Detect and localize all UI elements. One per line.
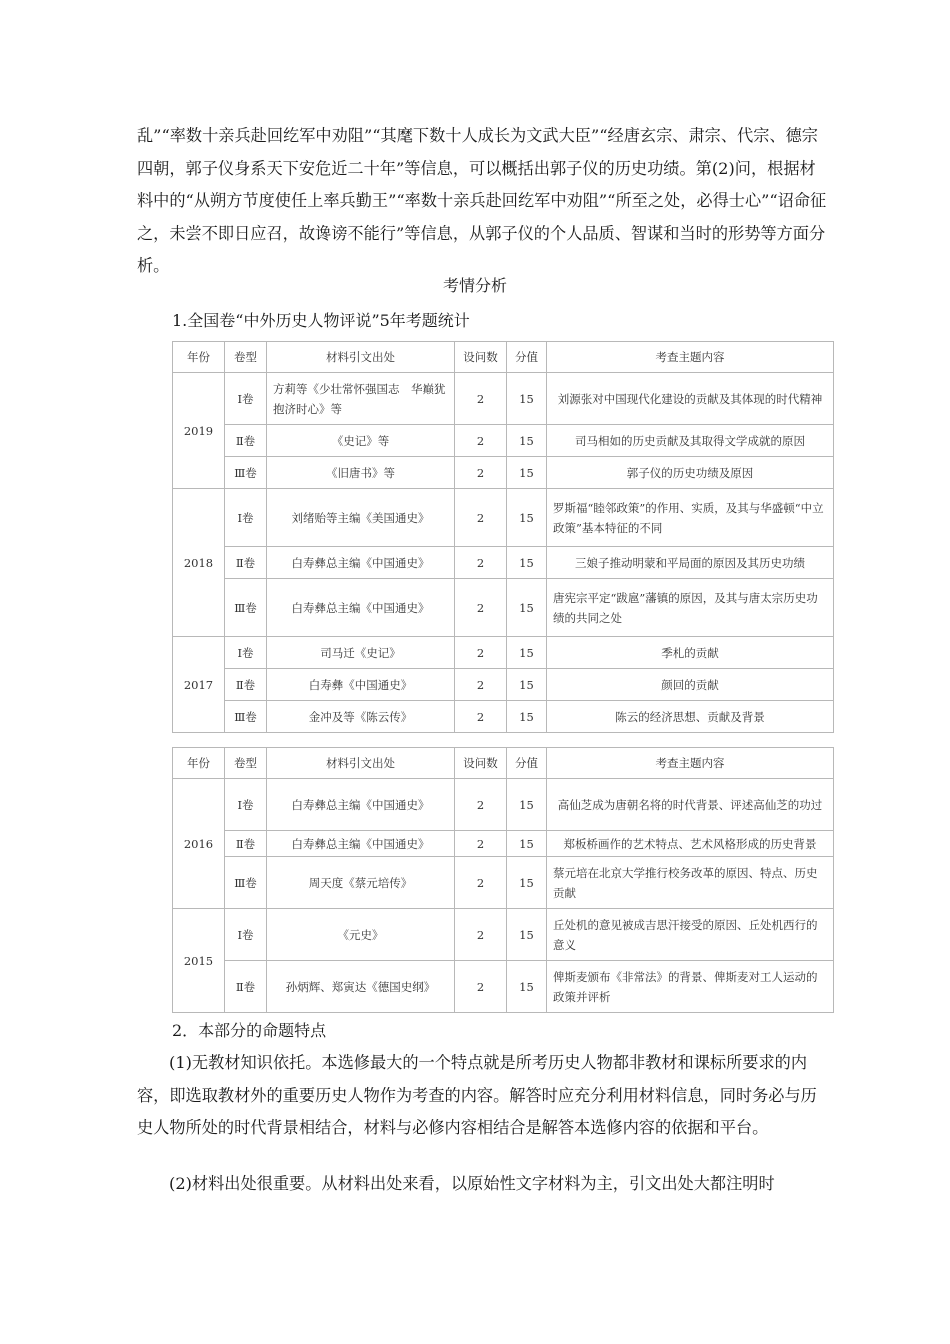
table-row bbox=[173, 857, 834, 909]
questions-cell: 2 bbox=[455, 637, 507, 669]
paper-cell: Ⅱ卷 bbox=[225, 831, 267, 857]
table-row bbox=[173, 637, 834, 669]
topic-cell: 唐宪宗平定“跋扈”藩镇的原因，及其与唐太宗历史功绩的共同之处 bbox=[547, 579, 834, 637]
source-cell: 白寿彝总主编《中国通史》 bbox=[267, 579, 455, 637]
score-cell: 15 bbox=[507, 669, 547, 701]
table-caption: 1.全国卷“中外历史人物评说”5年考题统计 bbox=[172, 311, 470, 330]
score-cell: 15 bbox=[507, 909, 547, 961]
source-cell: 白寿彝《中国通史》 bbox=[267, 669, 455, 701]
source-cell: 白寿彝总主编《中国通史》 bbox=[267, 547, 455, 579]
source-cell: 司马迁《史记》 bbox=[267, 637, 455, 669]
questions-cell: 2 bbox=[455, 373, 507, 425]
header-year: 年份 bbox=[173, 748, 225, 779]
score-cell: 15 bbox=[507, 425, 547, 457]
paragraph-1: (1)无教材知识依托。本选修最大的一个特点就是所考历史人物都非教材和课标所要求的内容，即选取教材外的重要历史人物作为考查的内容。解答时应充分利用材料信息，同时务必与历史人物所处的时代背景相结合，材料与必修内容相结合是解答本选修内容的依据和平台。 bbox=[137, 1053, 817, 1137]
questions-cell: 2 bbox=[455, 425, 507, 457]
table-row bbox=[173, 669, 834, 701]
questions-cell: 2 bbox=[455, 961, 507, 1013]
year-cell: 2016 bbox=[173, 779, 225, 909]
questions-cell: 2 bbox=[455, 547, 507, 579]
header-paper: 卷型 bbox=[225, 342, 267, 373]
source-cell: 方莉等《少壮常怀强国志 华巅犹抱济时心》等 bbox=[267, 373, 455, 425]
paper-cell: Ⅰ卷 bbox=[225, 637, 267, 669]
score-cell: 15 bbox=[507, 579, 547, 637]
topic-cell: 罗斯福“睦邻政策”的作用、实质，及其与华盛顿“中立政策”基本特征的不同 bbox=[547, 489, 834, 547]
table-row bbox=[173, 373, 834, 425]
header-year: 年份 bbox=[173, 342, 225, 373]
topic-cell: 陈云的经济思想、贡献及背景 bbox=[547, 701, 834, 733]
table-row bbox=[173, 779, 834, 831]
paragraph-2: (2)材料出处很重要。从材料出处来看，以原始性文字材料为主，引文出处大都注明时 bbox=[169, 1174, 775, 1193]
header-score: 分值 bbox=[507, 342, 547, 373]
year-cell: 2017 bbox=[173, 637, 225, 733]
paper-cell: Ⅱ卷 bbox=[225, 547, 267, 579]
source-cell: 金冲及等《陈云传》 bbox=[267, 701, 455, 733]
score-cell: 15 bbox=[507, 831, 547, 857]
score-cell: 15 bbox=[507, 701, 547, 733]
header-score: 分值 bbox=[507, 748, 547, 779]
score-cell: 15 bbox=[507, 637, 547, 669]
score-cell: 15 bbox=[507, 373, 547, 425]
paper-cell: Ⅱ卷 bbox=[225, 961, 267, 1013]
year-cell: 2015 bbox=[173, 909, 225, 1013]
questions-cell: 2 bbox=[455, 857, 507, 909]
paper-cell: Ⅱ卷 bbox=[225, 669, 267, 701]
paper-cell: Ⅲ卷 bbox=[225, 857, 267, 909]
section-title: 考情分析 bbox=[442, 276, 507, 295]
topic-cell: 俾斯麦颁布《非常法》的背景、俾斯麦对工人运动的政策并评析 bbox=[547, 961, 834, 1013]
table-row bbox=[173, 701, 834, 733]
exam-stats-table-1 bbox=[172, 341, 834, 733]
header-source: 材料引文出处 bbox=[267, 342, 455, 373]
source-cell: 《旧唐书》等 bbox=[267, 457, 455, 489]
score-cell: 15 bbox=[507, 779, 547, 831]
header-questions: 设问数 bbox=[455, 748, 507, 779]
paper-cell: Ⅲ卷 bbox=[225, 579, 267, 637]
paper-cell: Ⅰ卷 bbox=[225, 373, 267, 425]
intro-paragraph: 乱”“率数十亲兵赴回纥军中劝阻”“其麾下数十人成长为文武大臣”“经唐玄宗、肃宗、代宗、德宗四朝，郭子仪身系天下安危近二十年”等信息，可以概括出郭子仪的历史功绩。第(2)问，根据材料中的“从朔方节度使任上率兵勤王”“率数十亲兵赴回纥军中劝阻”“所至之处，必得士心”“诏命征之，未尝不即日应召，故谗谤不能行”等信息，从郭子仪的个人品质、智谋和当时的形势等方面分析。 bbox=[137, 126, 827, 275]
questions-cell: 2 bbox=[455, 579, 507, 637]
score-cell: 15 bbox=[507, 857, 547, 909]
table-row bbox=[173, 579, 834, 637]
topic-cell: 三娘子推动明蒙和平局面的原因及其历史功绩 bbox=[547, 547, 834, 579]
source-cell: 孙炳辉、郑寅达《德国史纲》 bbox=[267, 961, 455, 1013]
header-topic: 考查主题内容 bbox=[547, 342, 834, 373]
source-cell: 白寿彝总主编《中国通史》 bbox=[267, 831, 455, 857]
table-row bbox=[173, 457, 834, 489]
exam-stats-table-2 bbox=[172, 747, 834, 1013]
paper-cell: Ⅰ卷 bbox=[225, 779, 267, 831]
topic-cell: 季札的贡献 bbox=[547, 637, 834, 669]
questions-cell: 2 bbox=[455, 831, 507, 857]
score-cell: 15 bbox=[507, 489, 547, 547]
source-cell: 白寿彝总主编《中国通史》 bbox=[267, 779, 455, 831]
paper-cell: Ⅱ卷 bbox=[225, 425, 267, 457]
topic-cell: 丘处机的意见被成吉思汗接受的原因、丘处机西行的意义 bbox=[547, 909, 834, 961]
year-cell: 2019 bbox=[173, 373, 225, 489]
questions-cell: 2 bbox=[455, 489, 507, 547]
table-row bbox=[173, 547, 834, 579]
topic-cell: 颜回的贡献 bbox=[547, 669, 834, 701]
source-cell: 《史记》等 bbox=[267, 425, 455, 457]
header-source: 材料引文出处 bbox=[267, 748, 455, 779]
score-cell: 15 bbox=[507, 961, 547, 1013]
topic-cell: 高仙芝成为唐朝名将的时代背景、评述高仙芝的功过 bbox=[547, 779, 834, 831]
source-cell: 《元史》 bbox=[267, 909, 455, 961]
paper-cell: Ⅰ卷 bbox=[225, 909, 267, 961]
section2-title: 2．本部分的命题特点 bbox=[172, 1021, 327, 1040]
topic-cell: 刘源张对中国现代化建设的贡献及其体现的时代精神 bbox=[547, 373, 834, 425]
score-cell: 15 bbox=[507, 547, 547, 579]
topic-cell: 郑板桥画作的艺术特点、艺术风格形成的历史背景 bbox=[547, 831, 834, 857]
paper-cell: Ⅲ卷 bbox=[225, 457, 267, 489]
year-cell: 2018 bbox=[173, 489, 225, 637]
topic-cell: 蔡元培在北京大学推行校务改革的原因、特点、历史贡献 bbox=[547, 857, 834, 909]
header-questions: 设问数 bbox=[455, 342, 507, 373]
questions-cell: 2 bbox=[455, 701, 507, 733]
table-row bbox=[173, 961, 834, 1013]
topic-cell: 郭子仪的历史功绩及原因 bbox=[547, 457, 834, 489]
questions-cell: 2 bbox=[455, 909, 507, 961]
table-row bbox=[173, 831, 834, 857]
header-topic: 考查主题内容 bbox=[547, 748, 834, 779]
table-row bbox=[173, 909, 834, 961]
table-row bbox=[173, 489, 834, 547]
paper-cell: Ⅲ卷 bbox=[225, 701, 267, 733]
source-cell: 刘绪贻等主编《美国通史》 bbox=[267, 489, 455, 547]
questions-cell: 2 bbox=[455, 779, 507, 831]
questions-cell: 2 bbox=[455, 457, 507, 489]
questions-cell: 2 bbox=[455, 669, 507, 701]
topic-cell: 司马相如的历史贡献及其取得文学成就的原因 bbox=[547, 425, 834, 457]
source-cell: 周天度《蔡元培传》 bbox=[267, 857, 455, 909]
paper-cell: Ⅰ卷 bbox=[225, 489, 267, 547]
header-paper: 卷型 bbox=[225, 748, 267, 779]
table-row bbox=[173, 425, 834, 457]
score-cell: 15 bbox=[507, 457, 547, 489]
